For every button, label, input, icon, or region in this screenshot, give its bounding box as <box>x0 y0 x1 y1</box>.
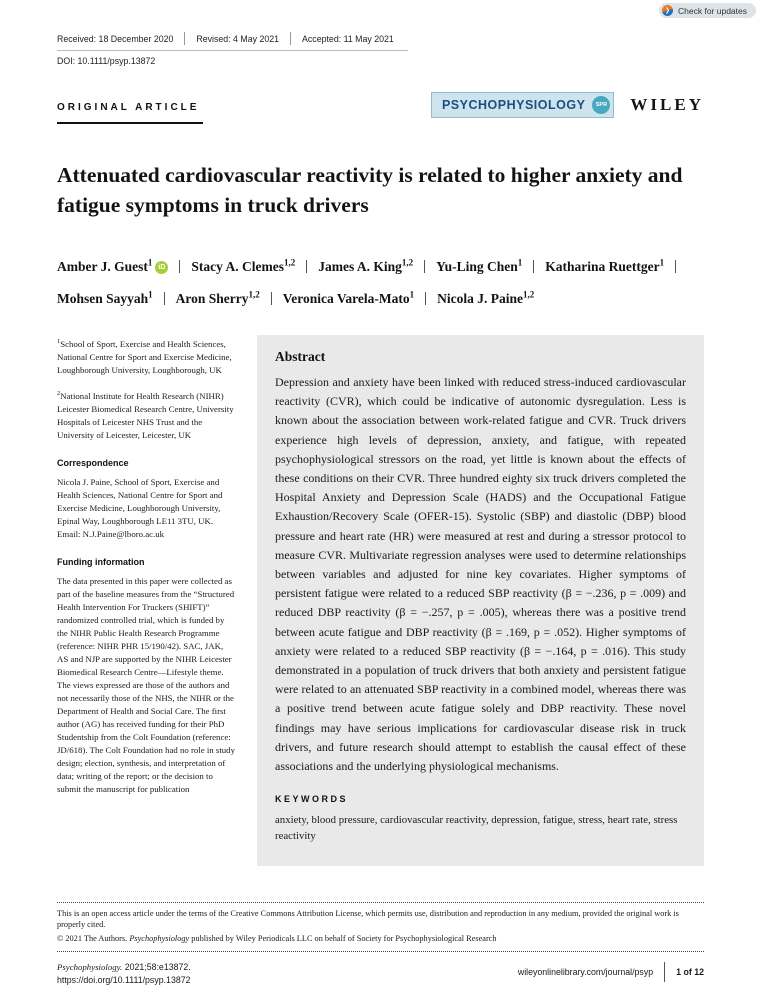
author-affiliation-sup: 1 <box>147 257 153 267</box>
check-for-updates-label: Check for updates <box>678 5 747 16</box>
dotted-rule <box>57 902 704 903</box>
author-affiliation-sup: 1,2 <box>283 257 296 267</box>
author-list <box>57 248 712 313</box>
spr-society-icon: SPR <box>592 96 610 114</box>
revised-date: Revised: 4 May 2021 <box>196 33 280 44</box>
author-affiliation-sup: 1,2 <box>248 289 260 300</box>
accepted-date: Accepted: 11 May 2021 <box>302 33 394 44</box>
abstract-text: Depression and anxiety have been linked with reduced stress-induced cardiovascular reactivity (CVR), which could be indicative of autonomic dysregulation. Less is known about the association between work-related fatigue and CVR. Truck drivers experience high levels of depression, anxiety, and fatigue, with repeated psychophysiological stressors on the road, yet little is known about the effects of these conditions on their CVR. Three hundred eighty six truck drivers completed the Hospital Anxiety and Depression Scale (HADS) and the Occupational Fatigue Exhaustion/Recovery Scale (OFER-15). Systolic (SBP) and diastolic (DBP) blood pressure and heart rate (HR) were measured at rest and during a stressor protocol to measure CVR. Multivariate regression analyses were used to determine relationships between variables and adjusted for nine key covariates. Higher symptoms of persistent fatigue were related to a reduced SBP reactivity (β = −.236, p = .009) and reduced DBP reactivity (β = −.257, p = .005), whereas there was a positive trend between acute fatigue and DBP reactivity (β = .169, p = .052). Higher symptoms of anxiety were related to a reduced SBP reactivity (β = −.164, p = .016). This study demonstrated in a population of truck drivers that both anxiety and persistent fatigue were related to an attenuated SBP reactivity in a combined model, whereas there was a positive trend between acute fatigue solely and DBP reactivity. These novel findings may have serious implications for cardiovascular disease risk in truck drivers, and future research should attempt to establish the causal effect of these associations and the underlying physiological mechanisms. <box>275 375 686 774</box>
author-separator <box>179 260 180 273</box>
article-title: Attenuated cardiovascular reactivity is related to higher anxiety and fatigue symptoms in truck drivers <box>57 163 683 217</box>
author-name[interactable]: James A. King$^{1,2}$ <box>318 257 414 274</box>
author-name[interactable]: Veronica Varela-Mato$^1$ <box>282 289 415 306</box>
author-name[interactable]: Stacy A. Clemes$^{1,2}$ <box>191 257 296 274</box>
orcid-icon[interactable]: iD <box>155 261 168 274</box>
date-separator <box>184 32 185 45</box>
keywords-heading: KEYWORDS <box>275 794 349 805</box>
abstract-section <box>257 335 704 866</box>
article-type-label: ORIGINAL ARTICLE <box>57 102 203 124</box>
author-separator <box>164 292 165 305</box>
wiley-logo: WILEY <box>630 95 704 114</box>
citation-block <box>57 961 191 987</box>
affiliation-2: $^2$National Institute for Health Research (NIHR) Leicester Biomedical Research Centre, University Hospitals of Leicester NHS Trust and the University of Leicester, Leicester, UK <box>57 389 234 440</box>
abstract-heading: Abstract <box>275 349 326 364</box>
author-affiliation-sup: 1 <box>517 257 523 267</box>
check-for-updates-button[interactable] <box>659 3 756 18</box>
author-name[interactable]: Katharina Ruettger$^1$ <box>545 257 665 274</box>
page-number: 1 of 12 <box>676 967 704 977</box>
author-affiliation-sup: 1 <box>148 289 153 300</box>
journal-logo-text: PSYCHOPHYSIOLOGY <box>441 98 586 112</box>
date-separator <box>290 32 291 45</box>
crossmark-icon: ❯ <box>662 5 673 16</box>
author-separator <box>675 260 676 273</box>
funding-heading: Funding information <box>57 556 145 567</box>
author-separator <box>424 260 425 273</box>
citation-ref: 2021;58:e13872. <box>124 962 191 972</box>
keywords-list: anxiety, blood pressure, cardiovascular reactivity, depression, fatigue, stress, heart rate, stress reactivity <box>275 814 678 843</box>
affiliation-1: $^1$School of Sport, Exercise and Health Sciences, National Centre for Sport and Exercise Medicine, Loughborough University, Loughborough, UK <box>57 338 232 375</box>
author-separator <box>533 260 534 273</box>
author-separator <box>306 260 307 273</box>
author-separator <box>425 292 426 305</box>
author-name[interactable]: Amber J. Guest$^1$ <box>57 257 153 274</box>
received-date: Received: 18 December 2020 <box>57 33 174 44</box>
author-affiliation-sup: 1,2 <box>401 257 414 267</box>
page-footer <box>57 902 704 988</box>
correspondence-heading: Correspondence <box>57 457 129 468</box>
affiliation-sup: 1 <box>57 338 61 345</box>
copyright-suffix: published by Wiley Periodicals LLC on behalf of Society for Psychophysiological Research <box>191 933 497 943</box>
copyright-line <box>57 933 704 945</box>
article-history <box>57 0 704 66</box>
author-name[interactable]: Nicola J. Paine$^{1,2}$ <box>437 289 535 306</box>
author-name[interactable]: Mohsen Sayyah$^1$ <box>57 289 153 306</box>
journal-logo <box>431 92 614 118</box>
correspondence-email-link[interactable]: Email: N.J.Paine@lboro.ac.uk <box>57 528 165 539</box>
citation-journal: Psychophysiology. <box>57 962 123 972</box>
footer-separator <box>664 962 665 982</box>
author-separator <box>271 292 272 305</box>
author-affiliation-sup: 1 <box>409 289 415 300</box>
front-matter-column <box>57 335 235 866</box>
funding-text: The data presented in this paper were collected as part of the baseline measures from the “Structured Health Intervention For Truckers (SHIFT)” randomized controlled trial, which is funded by the NIHR Public Health Research Programme (reference: NIHR PHR 15/190/42). SAC, JAK, AS and NJP are supported by the NIHR Leicester Biomedical Research Centre—Lifestyle theme. The views expressed are those of the authors and not necessarily those of the NHS, the NIHR or the Department of Health and Social Care. The first author (AG) has received funding for their PhD Studentship from the Colt Foundation (reference: JD/618). The Colt Foundation had no role in study design; election, synthesis, and interpretation of data; writing of the report; or the decision to submit the manuscript for publication <box>57 575 235 794</box>
dotted-rule <box>57 951 704 952</box>
doi-line[interactable]: DOI: 10.1111/psyp.13872 <box>57 56 156 66</box>
copyright-prefix: © 2021 The Authors. <box>57 933 128 943</box>
author-name[interactable]: Yu-Ling Chen$^1$ <box>436 257 523 274</box>
author-affiliation-sup: 1 <box>659 257 665 267</box>
affiliation-sup: 2 <box>57 389 61 397</box>
copyright-journal-name: Psychophysiology <box>129 933 190 943</box>
author-name[interactable]: Aron Sherry$^{1,2}$ <box>175 289 260 306</box>
journal-website-link[interactable]: wileyonlinelibrary.com/journal/psyp <box>517 967 654 977</box>
author-affiliation-sup: 1,2 <box>523 289 535 300</box>
citation-doi-link[interactable]: https://doi.org/10.1111/psyp.13872 <box>57 975 191 985</box>
open-access-statement: This is an open access article under the terms of the Creative Commons Attribution License, which permits use, distribution and reproduction in any medium, provided the original work is properly cited. <box>57 908 679 929</box>
correspondence-text: Nicola J. Paine, School of Sport, Exercise and Health Sciences, National Centre for Sport and Exercise Medicine, Loughborough University, Epinal Way, Loughborough LE11 3TU, UK. <box>57 476 223 526</box>
